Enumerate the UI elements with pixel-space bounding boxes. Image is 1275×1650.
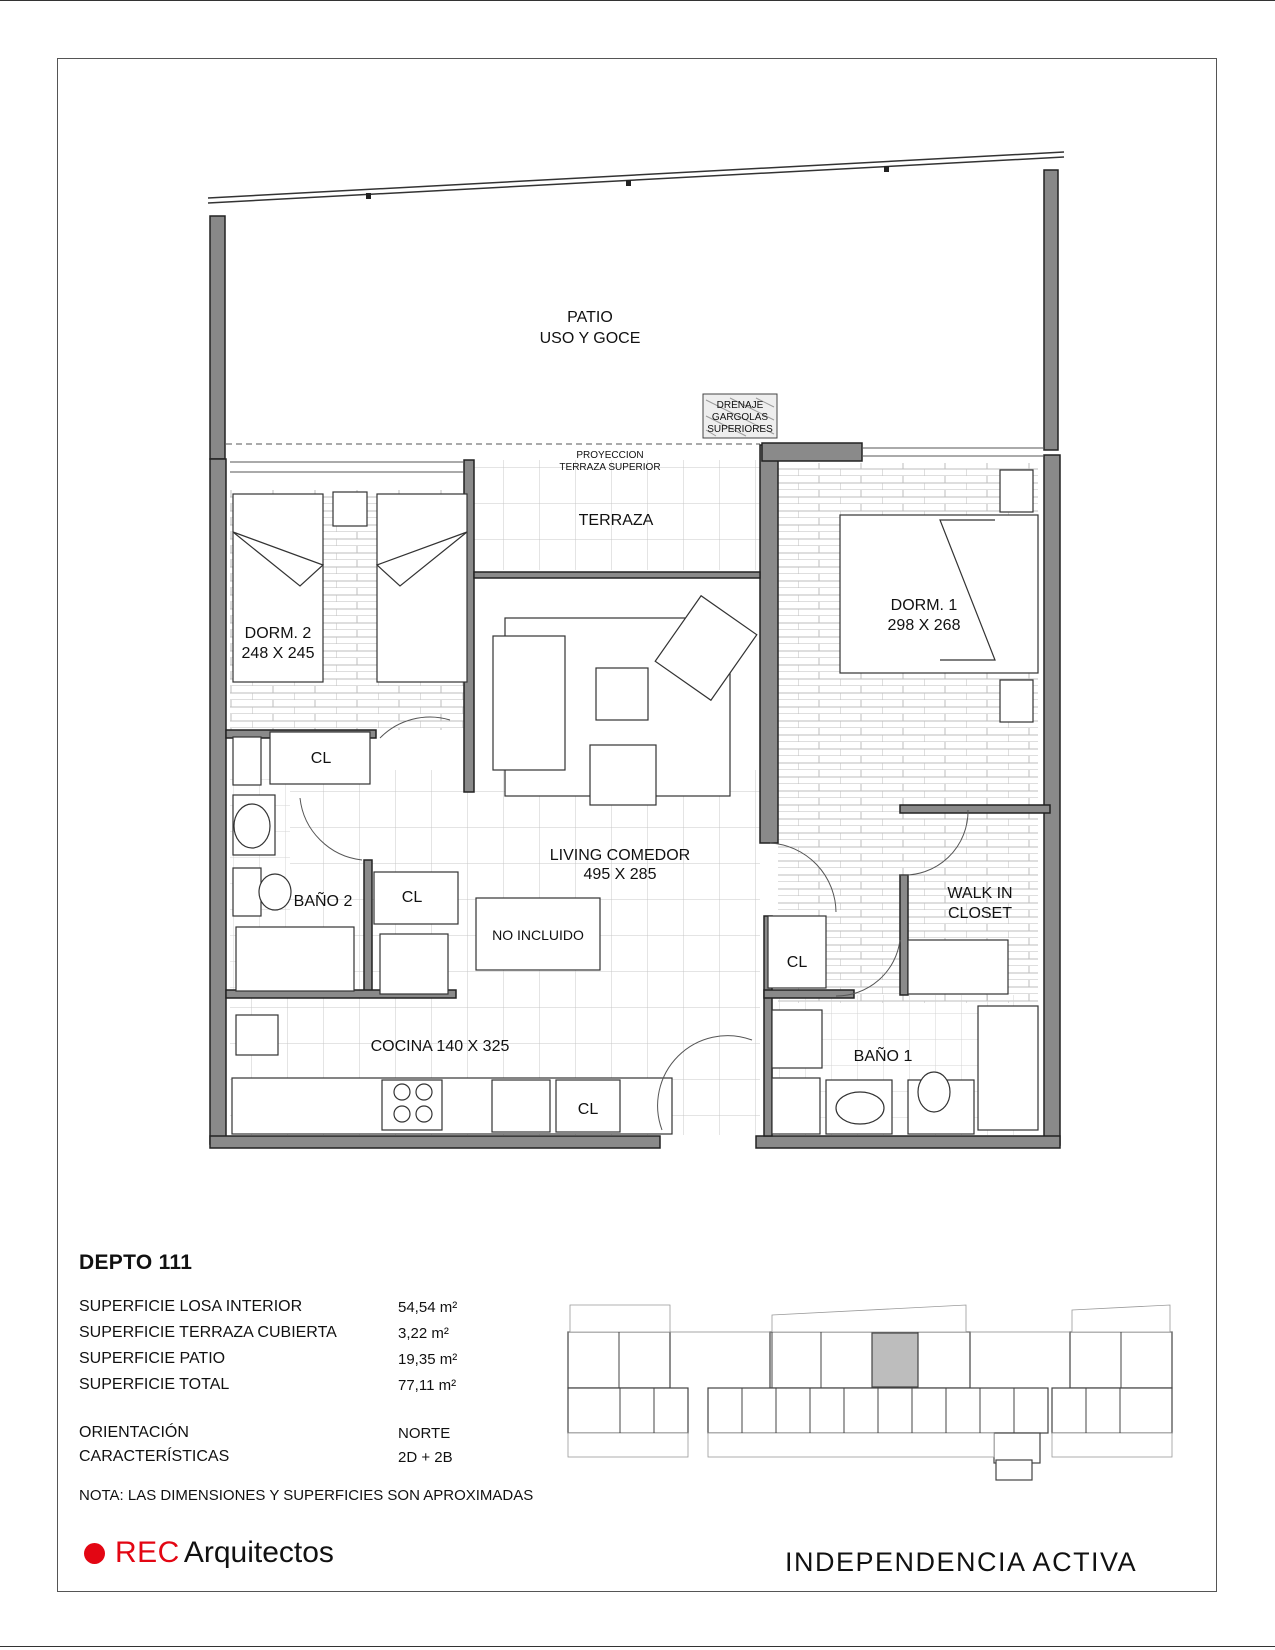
patio-sublabel: USO Y GOCE: [539, 330, 641, 347]
logo-dot-icon: [84, 1543, 105, 1564]
brand-logo: [84, 1536, 334, 1570]
closet-hall-label: CL: [401, 889, 423, 906]
closet-dorm2-label: CL: [310, 750, 332, 767]
spec-value-losa: 54,54 m²: [398, 1299, 458, 1316]
spec-label-total: SUPERFICIE TOTAL: [79, 1376, 230, 1393]
bano2-label: BAÑO 2: [293, 893, 353, 910]
logo-arquitectos: Arquitectos: [183, 1536, 334, 1569]
terraza-superior-label: TERRAZA SUPERIOR: [559, 462, 661, 473]
logo-rec: REC: [115, 1536, 180, 1569]
key-plan: [568, 1305, 1172, 1480]
bano1-label: BAÑO 1: [853, 1048, 913, 1065]
spec-label-caracteristicas: CARACTERÍSTICAS: [79, 1448, 230, 1465]
spec-label-orientacion: ORIENTACIÓN: [79, 1424, 189, 1441]
living-label: LIVING COMEDOR: [549, 847, 691, 864]
spec-label-terraza: SUPERFICIE TERRAZA CUBIERTA: [79, 1324, 337, 1341]
no-incluido-label: NO INCLUIDO: [492, 927, 584, 943]
project-name: INDEPENDENCIA ACTIVA: [785, 1547, 1138, 1577]
spec-value-caracteristicas: 2D + 2B: [398, 1449, 453, 1466]
key-plan-unit-highlight: [872, 1333, 918, 1387]
patio-wall-left: [210, 216, 225, 459]
walkin-label: WALK IN: [947, 885, 1013, 902]
patio-wall-right: [1044, 170, 1058, 450]
drenaje-label: DRENAJE: [716, 400, 764, 411]
spec-value-terraza: 3,22 m²: [398, 1325, 449, 1342]
dorm1-label: DORM. 1: [890, 597, 958, 614]
spec-label-losa: SUPERFICIE LOSA INTERIOR: [79, 1298, 303, 1315]
dorm2-dimension: 248 X 245: [241, 645, 315, 662]
superiores-label: SUPERIORES: [707, 424, 773, 435]
spec-value-orientacion: NORTE: [398, 1425, 451, 1442]
dorm2-label: DORM. 2: [244, 625, 312, 642]
patio-fence: [208, 152, 1064, 203]
spec-value-patio: 19,35 m²: [398, 1351, 458, 1368]
note-text: NOTA: LAS DIMENSIONES Y SUPERFICIES SON APROXIMADAS: [79, 1487, 534, 1504]
terraza-label: TERRAZA: [578, 512, 654, 529]
unit-title: DEPTO 111: [79, 1251, 193, 1274]
gargolas-label: GARGOLAS: [711, 412, 769, 423]
closet-label: CLOSET: [947, 905, 1013, 922]
spec-label-patio: SUPERFICIE PATIO: [79, 1350, 226, 1367]
cocina-label: COCINA 140 X 325: [370, 1038, 510, 1055]
patio-label: PATIO: [567, 309, 613, 326]
dorm1-dimension: 298 X 268: [887, 617, 961, 634]
proyeccion-label: PROYECCION: [576, 450, 644, 461]
closet-bano1-label: CL: [786, 954, 808, 971]
closet-cocina-label: CL: [577, 1101, 599, 1118]
living-dimension: 495 X 285: [583, 866, 657, 883]
spec-value-total: 77,11 m²: [398, 1377, 457, 1394]
